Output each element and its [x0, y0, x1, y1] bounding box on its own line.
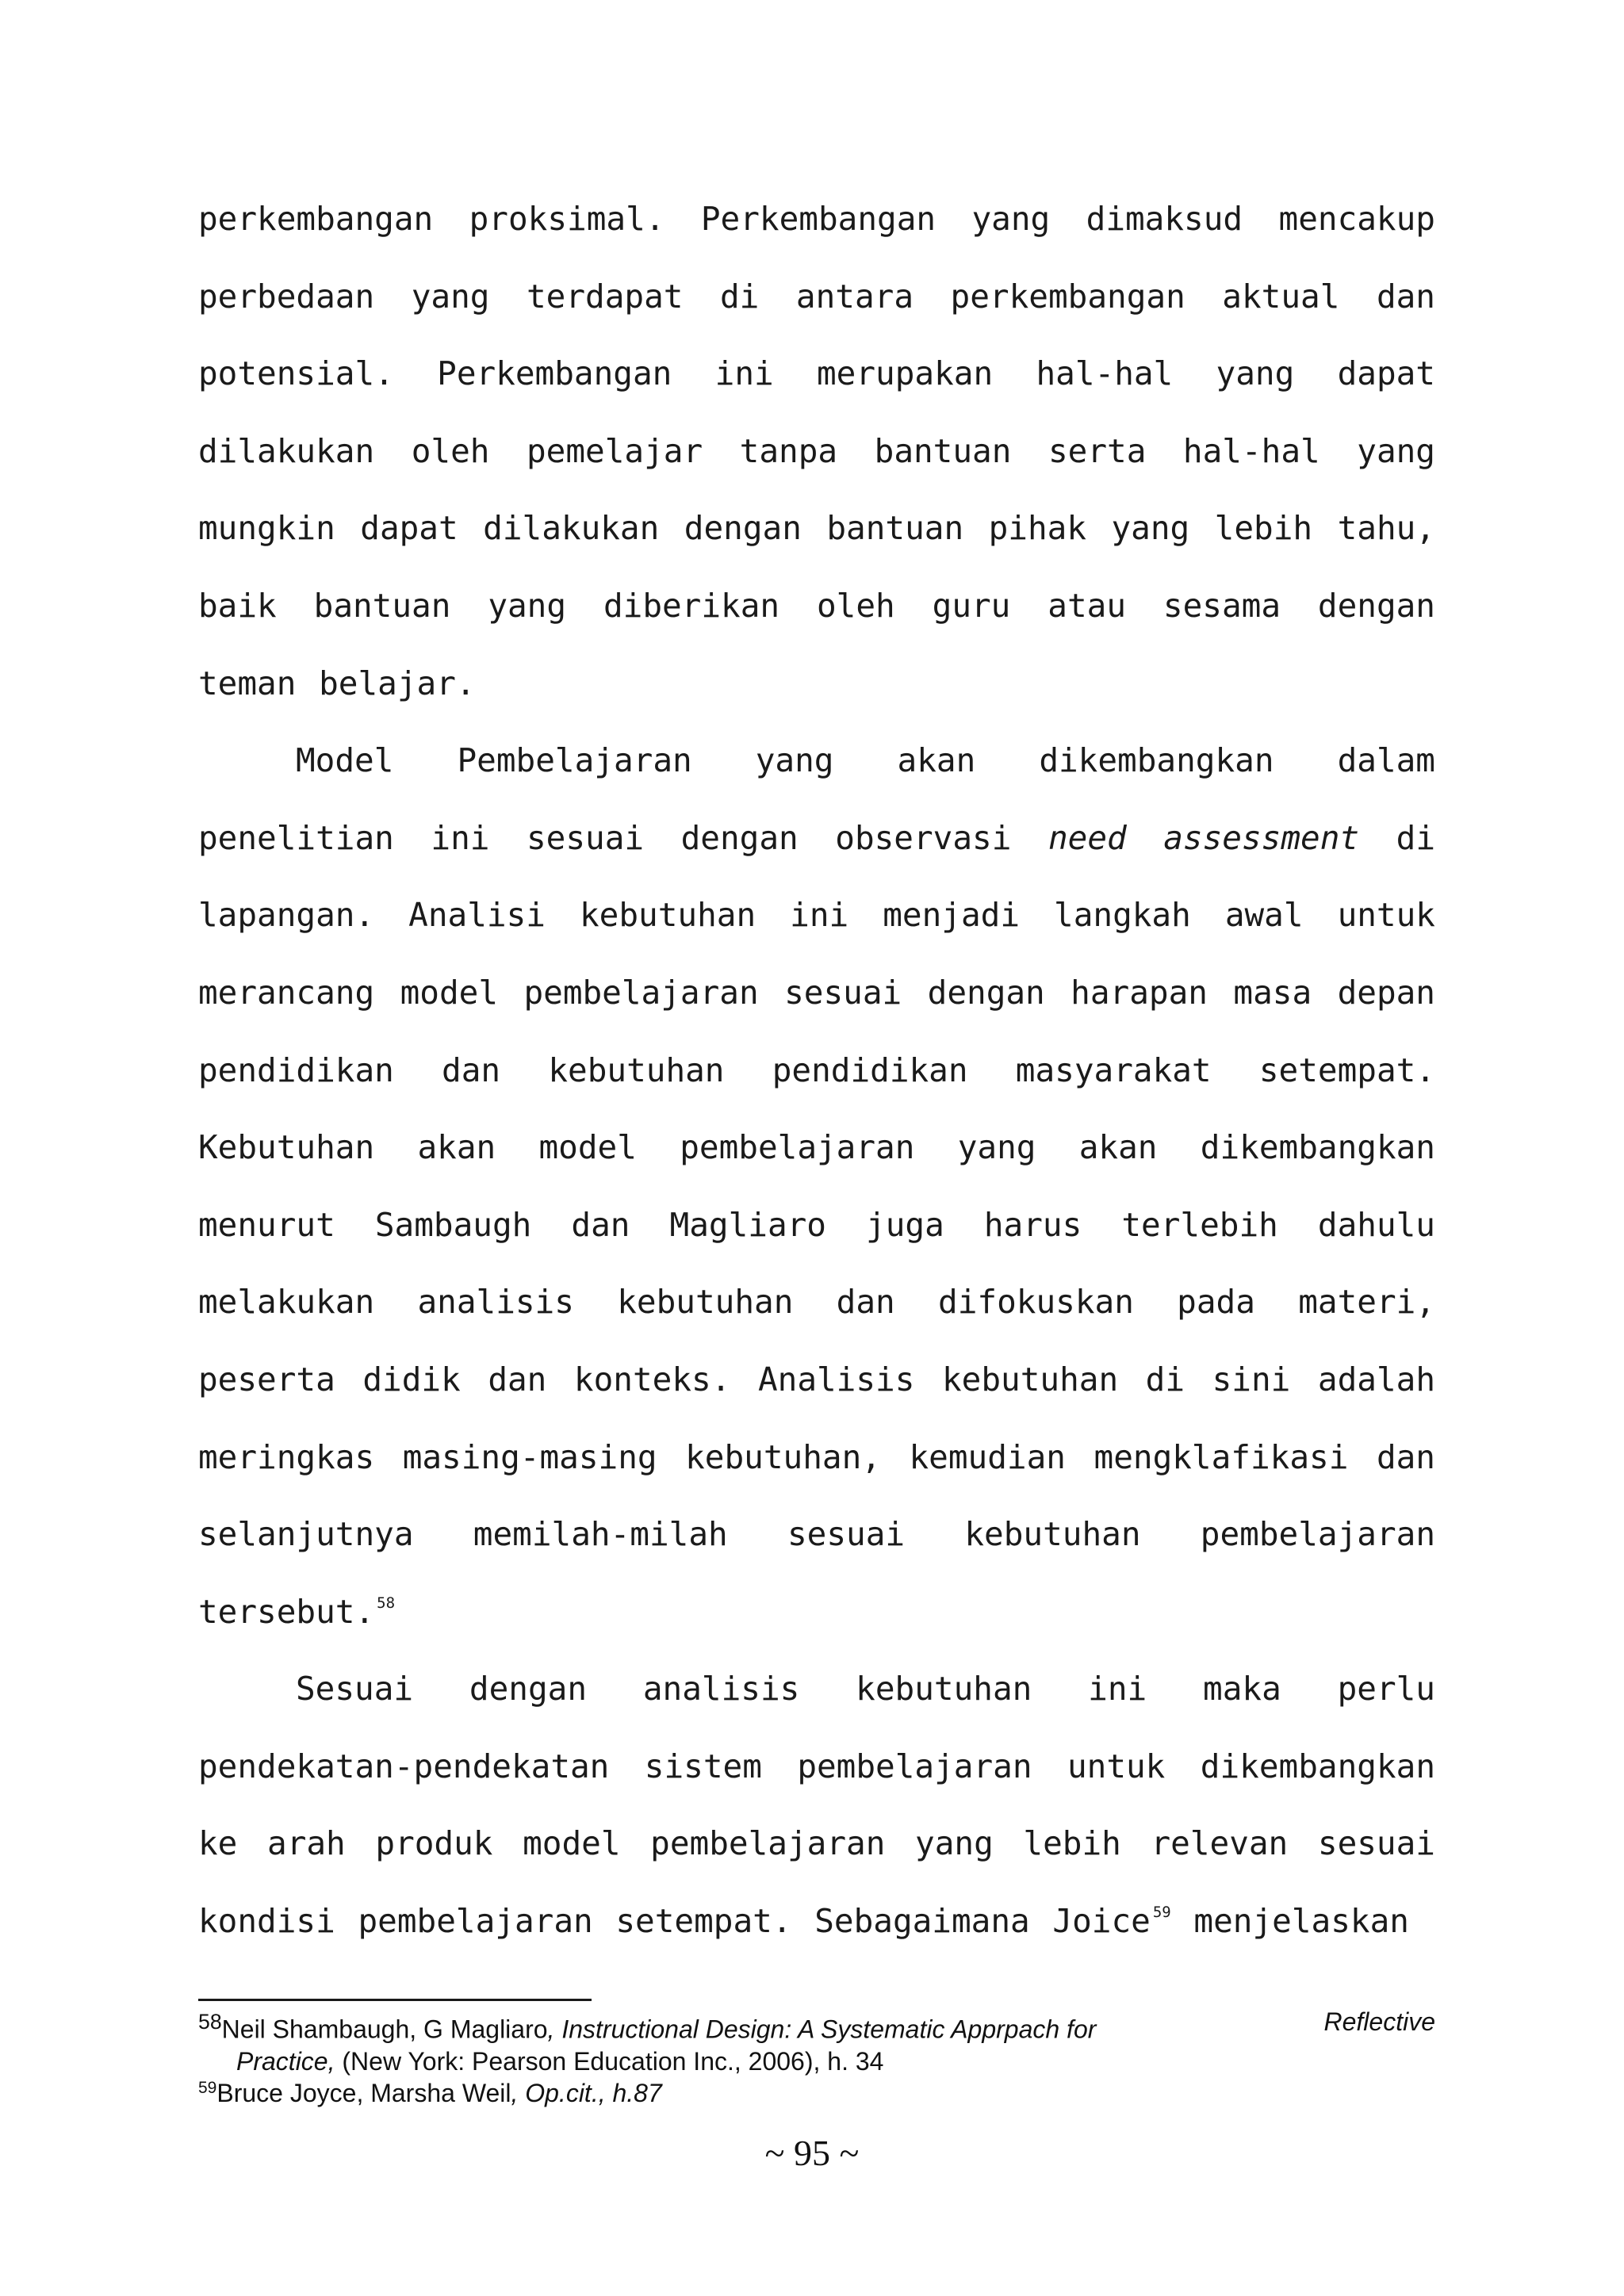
page-number: ~ 95 ~	[764, 2133, 860, 2173]
paragraph-2-text-b: di lapangan. Analisi kebutuhan ini menjadi langkah awal untuk merancang model pembelajaran sesuai dengan harapan masa depan pendidikan dan kebutuhan pendidikan masyarakat setempat. Kebutuhan akan model pembelajaran yang akan dikembangkan menurut Sambaugh dan Magliaro juga harus terlebih dahulu melakukan analisis kebutuhan dan difokuskan pada materi, peserta didik dan konteks. Analisis kebutuhan di sini adalah meringkas masing-masing kebutuhan, kemudian mengklafikasi dan selanjutnya memilah-milah sesuai kebutuhan pembelajaran tersebut.	[198, 818, 1436, 1631]
footnote-ref-58[interactable]: 58	[377, 1594, 396, 1612]
footnote-number: 58	[198, 2010, 222, 2034]
footnote-number: 59	[198, 2078, 217, 2097]
footnote-58-line-2	[198, 2045, 1435, 2077]
footnote-title-continued: Practice,	[236, 2046, 335, 2076]
paragraph-1-text: perkembangan proksimal. Perkembangan yang dimaksud mencakup perbedaan yang terdapat di antara perkembangan aktual dan potensial. Perkembangan ini merupakan hal-hal yang dapat dilakukan oleh pemelajar tanpa bantuan serta hal-hal yang mungkin dapat dilakukan dengan bantuan pihak yang lebih tahu, baik bantuan yang diberikan oleh guru atau sesama dengan teman belajar.	[198, 200, 1435, 702]
footnote-author: Bruce Joyce, Marsha Weil	[216, 2078, 511, 2107]
footnote-separator: ,	[547, 2015, 562, 2044]
footnote-58-line-1	[198, 2006, 1435, 2045]
paragraph-3-text-a: Sesuai dengan analisis kebutuhan ini maka perlu pendekatan-pendekatan sistem pembelajaran untuk dikembangkan ke arah produk model pembelajaran yang lebih relevan sesuai kondisi pembelajaran setempat. Sebagaimana Joice	[198, 1670, 1435, 1941]
paragraph-2	[198, 722, 1435, 1651]
italic-term: need assessment	[1048, 818, 1360, 857]
footnote-divider	[198, 1999, 592, 2001]
footnote-ref-59[interactable]: 59	[1152, 1904, 1171, 1922]
footnote-title-end: Reflective	[1323, 2007, 1435, 2036]
footnote-title: Instructional Design: A Systematic Apprpach for	[561, 2015, 1097, 2044]
footnotes	[198, 2006, 1435, 2109]
footnote-publication: (New York: Pearson Education Inc., 2006), h. 34	[335, 2046, 884, 2076]
paragraph-2-text-a: Model Pembelajaran yang akan dikembangkan dalam penelitian ini sesuai dengan observasi	[198, 741, 1435, 857]
body-text	[198, 181, 1435, 1961]
paragraph-3	[198, 1651, 1435, 1960]
footnote-title: Op.cit., h.87	[518, 2078, 662, 2107]
footnote-author: Neil Shambaugh, G Magliaro	[221, 2015, 548, 2044]
paragraph-1	[198, 181, 1435, 722]
paragraph-3-text-b: menjelaskan	[1170, 1902, 1409, 1941]
footnote-59	[198, 2077, 1435, 2109]
footnote-separator: ,	[511, 2078, 519, 2107]
